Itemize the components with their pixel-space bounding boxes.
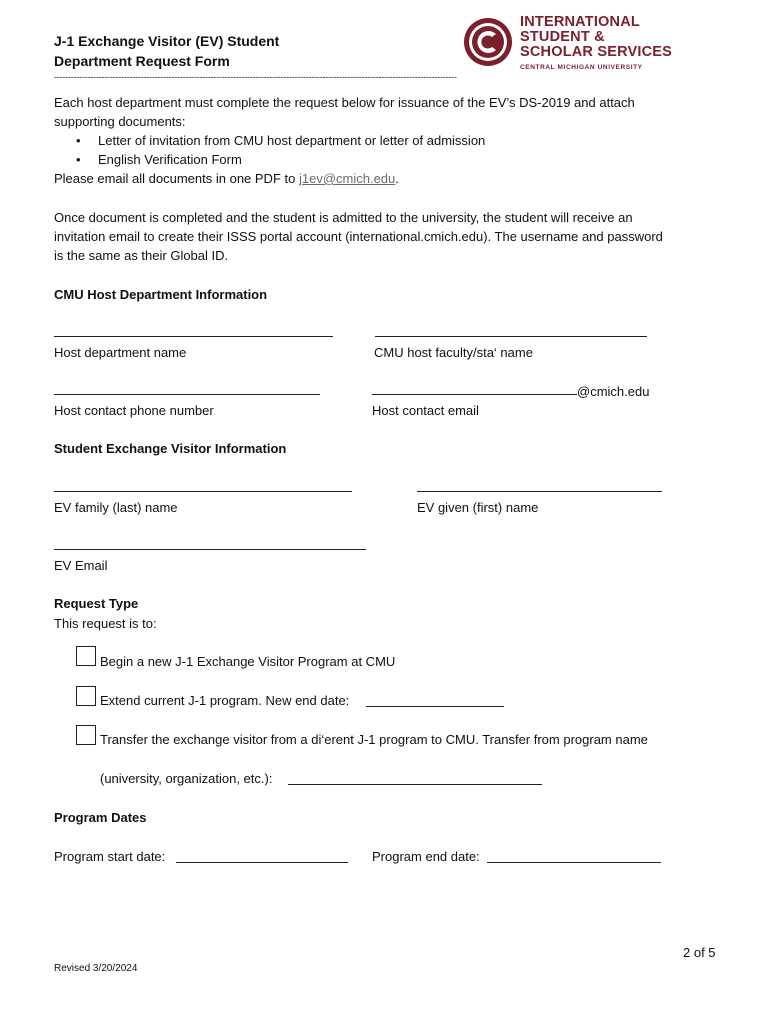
form-title-line2: Department Request Form xyxy=(54,53,230,69)
para2-line1: Once document is completed and the student is admitted to the university, the student will receive an xyxy=(54,210,633,225)
bullet-text: English Verification Form xyxy=(98,152,242,167)
host-faculty-name-field[interactable] xyxy=(375,336,647,337)
ev-email-field[interactable] xyxy=(54,549,366,550)
intro-line2: supporting documents: xyxy=(54,114,186,129)
student-section-heading: Student Exchange Visitor Information xyxy=(54,441,287,456)
ev-email-label: EV Email xyxy=(54,558,108,573)
program-start-label: Program start date: xyxy=(54,849,166,864)
bullet-text: Letter of invitation from CMU host department or letter of admission xyxy=(98,133,486,148)
cmu-c-logo-icon xyxy=(462,16,514,68)
checkbox-new-program[interactable] xyxy=(76,646,96,666)
header-divider: ------------------------------------------------------------------------------------------------------------------------------------------------ xyxy=(54,72,457,82)
host-email-label: Host contact email xyxy=(372,403,479,418)
logo-line3: SCHOLAR SERVICES xyxy=(520,44,672,60)
ev-family-name-label: EV family (last) name xyxy=(54,500,178,515)
host-dept-name-label: Host department name xyxy=(54,345,187,360)
bullet-dot: • xyxy=(76,152,81,167)
logo-subtitle: CENTRAL MICHIGAN UNIVERSITY xyxy=(520,64,643,71)
program-start-date-field[interactable] xyxy=(176,862,348,863)
dates-section-heading: Program Dates xyxy=(54,810,147,825)
email-prefix: Please email all documents in one PDF to xyxy=(54,171,299,186)
isss-logo xyxy=(462,14,692,74)
bullet-item-english xyxy=(76,150,242,169)
option-extend-program-label: Extend current J-1 program. New end date: xyxy=(100,693,350,708)
bullet-item-invitation xyxy=(76,131,485,150)
email-instruction xyxy=(54,169,399,188)
form-title-line1: J-1 Exchange Visitor (EV) Student xyxy=(54,33,280,49)
email-suffix: . xyxy=(395,171,399,186)
new-end-date-field[interactable] xyxy=(366,706,504,707)
para2-line2: invitation email to create their ISSS portal account (international.cmich.edu). The username and password xyxy=(54,229,663,244)
para2-line3: is the same as their Global ID. xyxy=(54,248,229,263)
option-transfer-program-label: Transfer the exchange visitor from a di‘erent J-1 program to CMU. Transfer from program name xyxy=(100,732,648,747)
host-email-field[interactable] xyxy=(372,394,577,395)
bullet-dot: • xyxy=(76,133,81,148)
host-phone-label: Host contact phone number xyxy=(54,403,214,418)
intro-line1: Each host department must complete the request below for issuance of the EV’s DS-2019 and attach xyxy=(54,95,635,110)
host-dept-name-field[interactable] xyxy=(54,336,333,337)
host-faculty-name-label: CMU host faculty/sta‘ name xyxy=(374,345,533,360)
transfer-program-name-field[interactable] xyxy=(288,784,542,785)
checkbox-transfer-program[interactable] xyxy=(76,725,96,745)
logo-line1: INTERNATIONAL xyxy=(520,14,640,30)
email-link[interactable]: j1ev@cmich.edu xyxy=(298,171,396,186)
page-number: 2 of 5 xyxy=(683,945,716,960)
program-end-label: Program end date: xyxy=(372,849,480,864)
ev-family-name-field[interactable] xyxy=(54,491,352,492)
ev-given-name-label: EV given (first) name xyxy=(417,500,539,515)
host-email-suffix: @cmich.edu xyxy=(577,384,650,399)
option-new-program-label: Begin a new J-1 Exchange Visitor Program at CMU xyxy=(100,654,396,669)
request-intro: This request is to: xyxy=(54,616,157,631)
host-section-heading: CMU Host Department Information xyxy=(54,287,268,302)
host-phone-field[interactable] xyxy=(54,394,320,395)
logo-line2: STUDENT & xyxy=(520,29,605,45)
logo-wordmark xyxy=(520,15,672,60)
checkbox-extend-program[interactable] xyxy=(76,686,96,706)
form-title xyxy=(54,31,279,71)
option-transfer-cont-label: (university, organization, etc.): xyxy=(100,771,273,786)
ev-given-name-field[interactable] xyxy=(417,491,662,492)
request-section-heading: Request Type xyxy=(54,596,139,611)
revised-date: Revised 3/20/2024 xyxy=(54,963,138,974)
program-end-date-field[interactable] xyxy=(487,862,661,863)
